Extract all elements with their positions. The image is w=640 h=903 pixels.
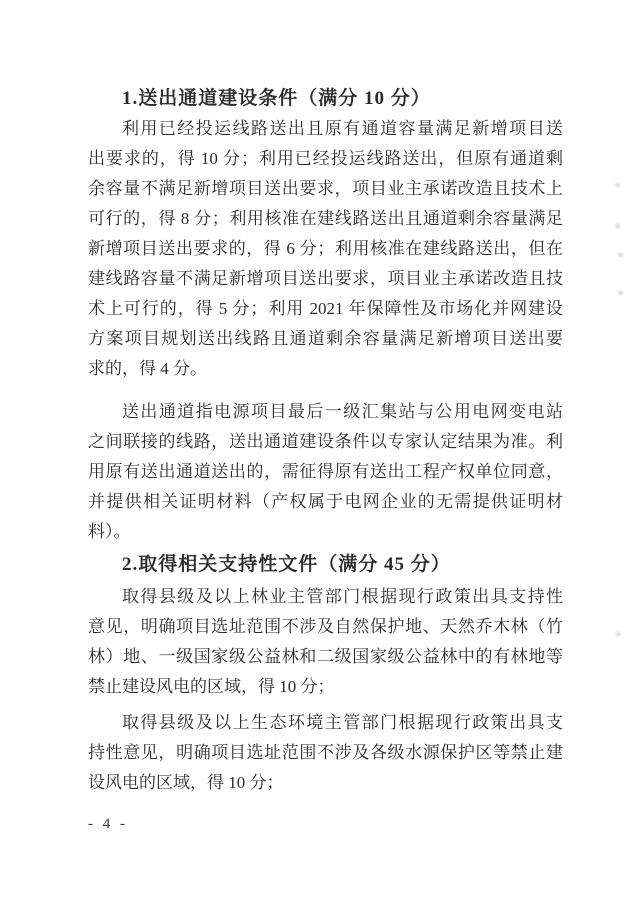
page-number: - 4 -: [88, 816, 128, 832]
paragraph-transmission-scoring: [88, 114, 563, 384]
text-line: 设风电的区域，得 10 分；: [88, 773, 284, 792]
paragraph-channel-definition: [88, 397, 563, 547]
paragraph-environment-support: [88, 708, 563, 798]
section-heading-1: 1.送出通道建设条件（满分 10 分）: [122, 88, 431, 109]
section-heading-2: 2.取得相关支持性文件（满分 45 分）: [122, 554, 451, 575]
paragraph-forestry-support: [88, 582, 563, 702]
text-line: 取得县级及以上林业主管部门根据现行政策出具支持性: [122, 587, 563, 606]
scan-artifact: [615, 183, 620, 187]
text-line: 之间联接的线路，送出通道建设条件以专家认定结果为准。利: [88, 432, 563, 451]
text-line: 利用已经投运线路送出且原有通道容量满足新增项目送: [122, 119, 563, 138]
text-line: 送出通道指电源项目最后一级汇集站与公用电网变电站: [122, 402, 563, 421]
text-line: 取得县级及以上生态环境主管部门根据现行政策出具支: [122, 713, 563, 732]
text-line: 求的，得 4 分。: [88, 359, 207, 378]
text-line: 意见，明确项目选址范围不涉及自然保护地、天然乔木林（竹: [88, 617, 563, 636]
scan-artifact: [618, 291, 623, 295]
text-line: 并提供相关证明材料（产权属于电网企业的无需提供证明材: [88, 492, 563, 511]
text-line: 建线路容量不满足新增项目送出要求，项目业主承诺改造且技: [88, 269, 563, 288]
text-line: 余容量不满足新增项目送出要求，项目业主承诺改造且技术上: [88, 179, 563, 198]
text-line: 可行的，得 8 分；利用核准在建线路送出且通道剩余容量满足: [88, 209, 563, 228]
text-line: 出要求的，得 10 分；利用已经投运线路送出，但原有通道剩: [88, 149, 563, 168]
text-line: 林）地、一级国家级公益林和二级国家级公益林中的有林地等: [88, 647, 563, 666]
document-body: [88, 84, 563, 798]
scan-artifact: [618, 253, 623, 257]
text-line: 禁止建设风电的区域，得 10 分；: [88, 677, 335, 696]
text-line: 料）。: [88, 522, 131, 541]
scan-artifact: [616, 632, 621, 636]
text-line: 持性意见，明确项目选址范围不涉及各级水源保护区等禁止建: [88, 743, 563, 762]
text-line: 术上可行的，得 5 分；利用 2021 年保障性及市场化并网建设: [88, 299, 563, 318]
text-line: 新增项目送出要求的，得 6 分；利用核准在建线路送出，但在: [88, 239, 563, 258]
scan-artifact: [615, 224, 620, 228]
text-line: 方案项目规划送出线路且通道剩余容量满足新增项目送出要: [88, 329, 563, 348]
text-line: 用原有送出通道送出的，需征得原有送出工程产权单位同意，: [88, 462, 563, 481]
